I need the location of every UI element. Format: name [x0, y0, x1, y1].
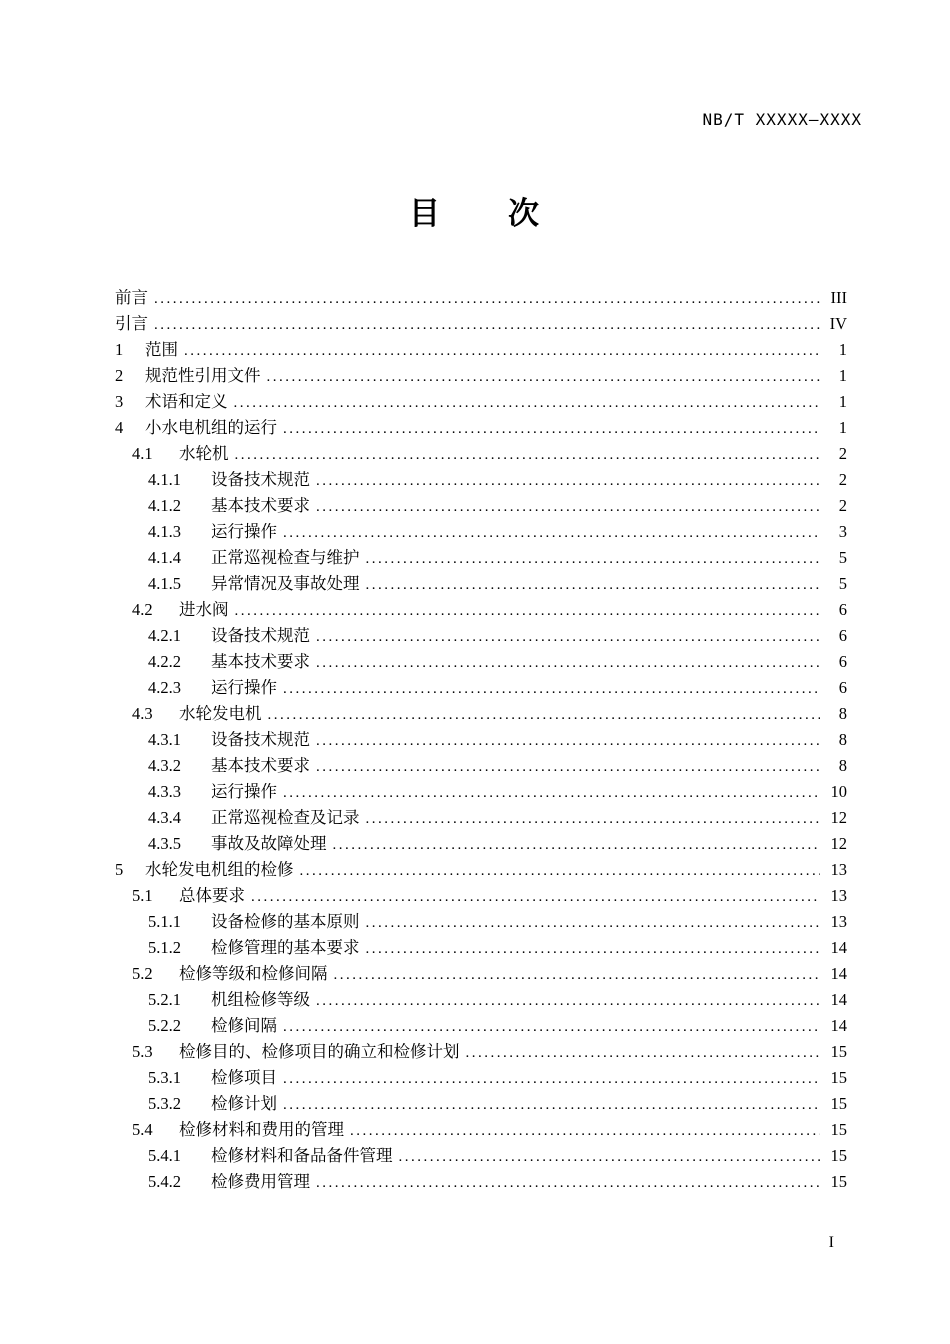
- toc-leader-dots: [316, 990, 820, 1011]
- toc-entry-title: 设备技术规范: [211, 470, 310, 489]
- toc-entry: [115, 1094, 847, 1115]
- toc-entry: [115, 782, 847, 803]
- toc-leader-dots: [366, 808, 821, 829]
- toc-entry: [115, 730, 847, 751]
- toc-entry-number: 4.3.1: [148, 730, 181, 749]
- toc-leader-dots: [316, 626, 820, 647]
- toc-entry: [115, 574, 847, 595]
- toc-entry-page: 3: [838, 522, 847, 541]
- toc-entry-title: 小水电机组的运行: [145, 418, 277, 437]
- toc-leader-dots: [283, 782, 820, 803]
- toc-entry: [115, 1172, 847, 1193]
- toc-entry-number: 4.2: [132, 600, 153, 619]
- toc-entry-title: 运行操作: [211, 678, 277, 697]
- toc-entry: [115, 496, 847, 517]
- toc-entry-title: 运行操作: [211, 522, 277, 541]
- toc-leader-dots: [300, 860, 821, 881]
- toc-leader-dots: [316, 1172, 820, 1193]
- toc-entry-page: 1: [838, 418, 847, 437]
- toc-entry-title: 正常巡视检查与维护: [211, 548, 360, 567]
- toc-leader-dots: [316, 756, 820, 777]
- toc-entry-title: 异常情况及事故处理: [211, 574, 360, 593]
- toc-entry-page: 1: [838, 366, 847, 385]
- toc-entry: [115, 444, 847, 465]
- toc-leader-dots: [283, 1068, 820, 1089]
- toc-entry-number: 5.4.1: [148, 1146, 181, 1165]
- toc-entry: [115, 1120, 847, 1141]
- toc-entry: [115, 886, 847, 907]
- toc-leader-dots: [366, 938, 821, 959]
- toc-entry-number: 4.1.5: [148, 574, 181, 593]
- toc-entry-title: 事故及故障处理: [211, 834, 327, 853]
- toc-entry: [115, 548, 847, 569]
- toc-entry: [115, 1042, 847, 1063]
- toc-leader-dots: [283, 1016, 820, 1037]
- toc-entry-page: 15: [830, 1146, 847, 1165]
- toc-leader-dots: [267, 366, 821, 387]
- toc-entry: [115, 340, 847, 361]
- toc-entry: [115, 626, 847, 647]
- toc-entry-page: 10: [830, 782, 847, 801]
- toc-leader-dots: [154, 314, 820, 335]
- toc-entry-number: 4.1.4: [148, 548, 181, 567]
- toc-entry-number: 4.2.3: [148, 678, 181, 697]
- toc-entry-number: 4.3: [132, 704, 153, 723]
- toc-entry: [115, 600, 847, 621]
- toc-entry-page: 1: [838, 392, 847, 411]
- toc-entry-number: 5: [115, 860, 124, 879]
- toc-leader-dots: [283, 418, 820, 439]
- toc-entry-number: 5.3: [132, 1042, 153, 1061]
- toc-entry-page: 8: [838, 730, 847, 749]
- toc-entry-title: 检修计划: [211, 1094, 277, 1113]
- toc-entry-title: 检修等级和检修间隔: [179, 964, 328, 983]
- toc-entry-page: 14: [830, 1016, 847, 1035]
- toc-entry-number: 2: [115, 366, 124, 385]
- toc-leader-dots: [466, 1042, 821, 1063]
- toc-entry-page: 8: [838, 756, 847, 775]
- toc-entry-number: 4.1: [132, 444, 153, 463]
- toc-entry: [115, 756, 847, 777]
- footer-page-number: I: [828, 1234, 834, 1251]
- toc-entry-page: 14: [830, 990, 847, 1009]
- toc-entry-title: 机组检修等级: [211, 990, 310, 1009]
- toc-entry-title: 运行操作: [211, 782, 277, 801]
- toc-leader-dots: [184, 340, 820, 361]
- toc-entry: [115, 834, 847, 855]
- toc-entry-page: 13: [830, 886, 847, 905]
- toc-leader-dots: [235, 600, 821, 621]
- toc-entry-number: 4.3.4: [148, 808, 181, 827]
- toc-entry-title: 术语和定义: [145, 392, 228, 411]
- table-of-contents: [115, 284, 847, 1198]
- toc-entry: [115, 288, 847, 309]
- toc-entry-page: 12: [830, 834, 847, 853]
- toc-entry-page: 15: [830, 1094, 847, 1113]
- toc-entry-number: 1: [115, 340, 124, 359]
- toc-entry: [115, 860, 847, 881]
- toc-entry-page: IV: [829, 314, 847, 333]
- toc-entry: [115, 964, 847, 985]
- toc-entry-title: 水轮发电机组的检修: [145, 860, 294, 879]
- toc-entry-title: 检修间隔: [211, 1016, 277, 1035]
- toc-entry: [115, 704, 847, 725]
- toc-entry-page: 6: [838, 626, 847, 645]
- toc-entry-title: 进水阀: [179, 600, 229, 619]
- toc-entry-title: 检修项目: [211, 1068, 277, 1087]
- toc-leader-dots: [251, 886, 820, 907]
- toc-entry-title: 水轮机: [179, 444, 229, 463]
- toc-entry-page: 15: [830, 1068, 847, 1087]
- toc-entry-page: 13: [830, 860, 847, 879]
- toc-entry-title: 水轮发电机: [179, 704, 262, 723]
- toc-entry: [115, 418, 847, 439]
- toc-entry-number: 5.2.2: [148, 1016, 181, 1035]
- toc-entry-number: 3: [115, 392, 124, 411]
- toc-entry: [115, 990, 847, 1011]
- toc-entry-title: 基本技术要求: [211, 652, 310, 671]
- toc-entry: [115, 808, 847, 829]
- toc-entry-title: 基本技术要求: [211, 756, 310, 775]
- toc-entry: [115, 1146, 847, 1167]
- toc-entry-title: 检修目的、检修项目的确立和检修计划: [179, 1042, 460, 1061]
- toc-leader-dots: [333, 834, 821, 855]
- toc-entry-page: 1: [838, 340, 847, 359]
- toc-entry-title: 引言: [115, 314, 148, 333]
- toc-entry-title: 检修材料和备品备件管理: [211, 1146, 393, 1165]
- toc-entry-number: 5.1: [132, 886, 153, 905]
- toc-leader-dots: [283, 678, 820, 699]
- toc-leader-dots: [283, 522, 820, 543]
- toc-leader-dots: [399, 1146, 821, 1167]
- toc-entry: [115, 678, 847, 699]
- toc-leader-dots: [316, 496, 820, 517]
- toc-leader-dots: [234, 392, 821, 413]
- toc-entry: [115, 522, 847, 543]
- toc-entry-title: 检修费用管理: [211, 1172, 310, 1191]
- toc-entry-title: 设备技术规范: [211, 730, 310, 749]
- toc-leader-dots: [316, 470, 820, 491]
- toc-entry-page: III: [830, 288, 847, 307]
- toc-entry-title: 前言: [115, 288, 148, 307]
- toc-entry: [115, 366, 847, 387]
- toc-entry: [115, 912, 847, 933]
- toc-entry-number: 5.1.1: [148, 912, 181, 931]
- toc-entry-number: 5.2: [132, 964, 153, 983]
- toc-entry: [115, 938, 847, 959]
- doc-number: NB/T XXXXX—XXXX: [702, 110, 862, 129]
- toc-entry-title: 规范性引用文件: [145, 366, 261, 385]
- toc-entry-number: 4.1.3: [148, 522, 181, 541]
- toc-entry-page: 14: [830, 938, 847, 957]
- toc-entry-title: 检修材料和费用的管理: [179, 1120, 344, 1139]
- toc-entry-number: 5.3.1: [148, 1068, 181, 1087]
- toc-entry-title: 检修管理的基本要求: [211, 938, 360, 957]
- toc-entry: [115, 652, 847, 673]
- toc-entry: [115, 1068, 847, 1089]
- toc-leader-dots: [316, 730, 820, 751]
- toc-entry-title: 总体要求: [179, 886, 245, 905]
- toc-entry-number: 5.2.1: [148, 990, 181, 1009]
- toc-entry-page: 14: [830, 964, 847, 983]
- toc-entry-number: 5.4: [132, 1120, 153, 1139]
- toc-entry-number: 4.2.1: [148, 626, 181, 645]
- toc-entry-page: 5: [838, 548, 847, 567]
- toc-entry-number: 5.1.2: [148, 938, 181, 957]
- page-title: 目 次: [409, 196, 541, 231]
- toc-entry-page: 6: [838, 652, 847, 671]
- toc-entry-number: 4.1.2: [148, 496, 181, 515]
- toc-entry-number: 4.3.2: [148, 756, 181, 775]
- toc-entry: [115, 392, 847, 413]
- toc-entry-page: 2: [838, 444, 847, 463]
- toc-entry-number: 5.3.2: [148, 1094, 181, 1113]
- toc-leader-dots: [268, 704, 821, 725]
- toc-entry-title: 正常巡视检查及记录: [211, 808, 360, 827]
- toc-entry-page: 15: [830, 1120, 847, 1139]
- toc-entry-page: 2: [838, 470, 847, 489]
- toc-leader-dots: [366, 912, 821, 933]
- toc-entry-title: 范围: [145, 340, 178, 359]
- toc-leader-dots: [334, 964, 821, 985]
- toc-entry-page: 8: [838, 704, 847, 723]
- toc-entry-number: 4: [115, 418, 124, 437]
- toc-entry-page: 5: [838, 574, 847, 593]
- toc-entry: [115, 470, 847, 491]
- toc-leader-dots: [283, 1094, 820, 1115]
- toc-leader-dots: [235, 444, 821, 465]
- toc-leader-dots: [154, 288, 820, 309]
- toc-entry-page: 13: [830, 912, 847, 931]
- toc-entry-number: 5.4.2: [148, 1172, 181, 1191]
- toc-entry: [115, 1016, 847, 1037]
- toc-leader-dots: [366, 548, 821, 569]
- toc-entry-title: 设备检修的基本原则: [211, 912, 360, 931]
- toc-entry-page: 15: [830, 1172, 847, 1191]
- toc-entry-number: 4.1.1: [148, 470, 181, 489]
- toc-entry: [115, 314, 847, 335]
- toc-entry-number: 4.3.3: [148, 782, 181, 801]
- toc-entry-page: 6: [838, 600, 847, 619]
- toc-entry-page: 12: [830, 808, 847, 827]
- toc-entry-page: 6: [838, 678, 847, 697]
- toc-entry-title: 设备技术规范: [211, 626, 310, 645]
- toc-entry-number: 4.2.2: [148, 652, 181, 671]
- toc-entry-page: 2: [838, 496, 847, 515]
- toc-leader-dots: [316, 652, 820, 673]
- toc-entry-page: 15: [830, 1042, 847, 1061]
- toc-entry-title: 基本技术要求: [211, 496, 310, 515]
- toc-leader-dots: [350, 1120, 820, 1141]
- toc-entry-number: 4.3.5: [148, 834, 181, 853]
- toc-leader-dots: [366, 574, 821, 595]
